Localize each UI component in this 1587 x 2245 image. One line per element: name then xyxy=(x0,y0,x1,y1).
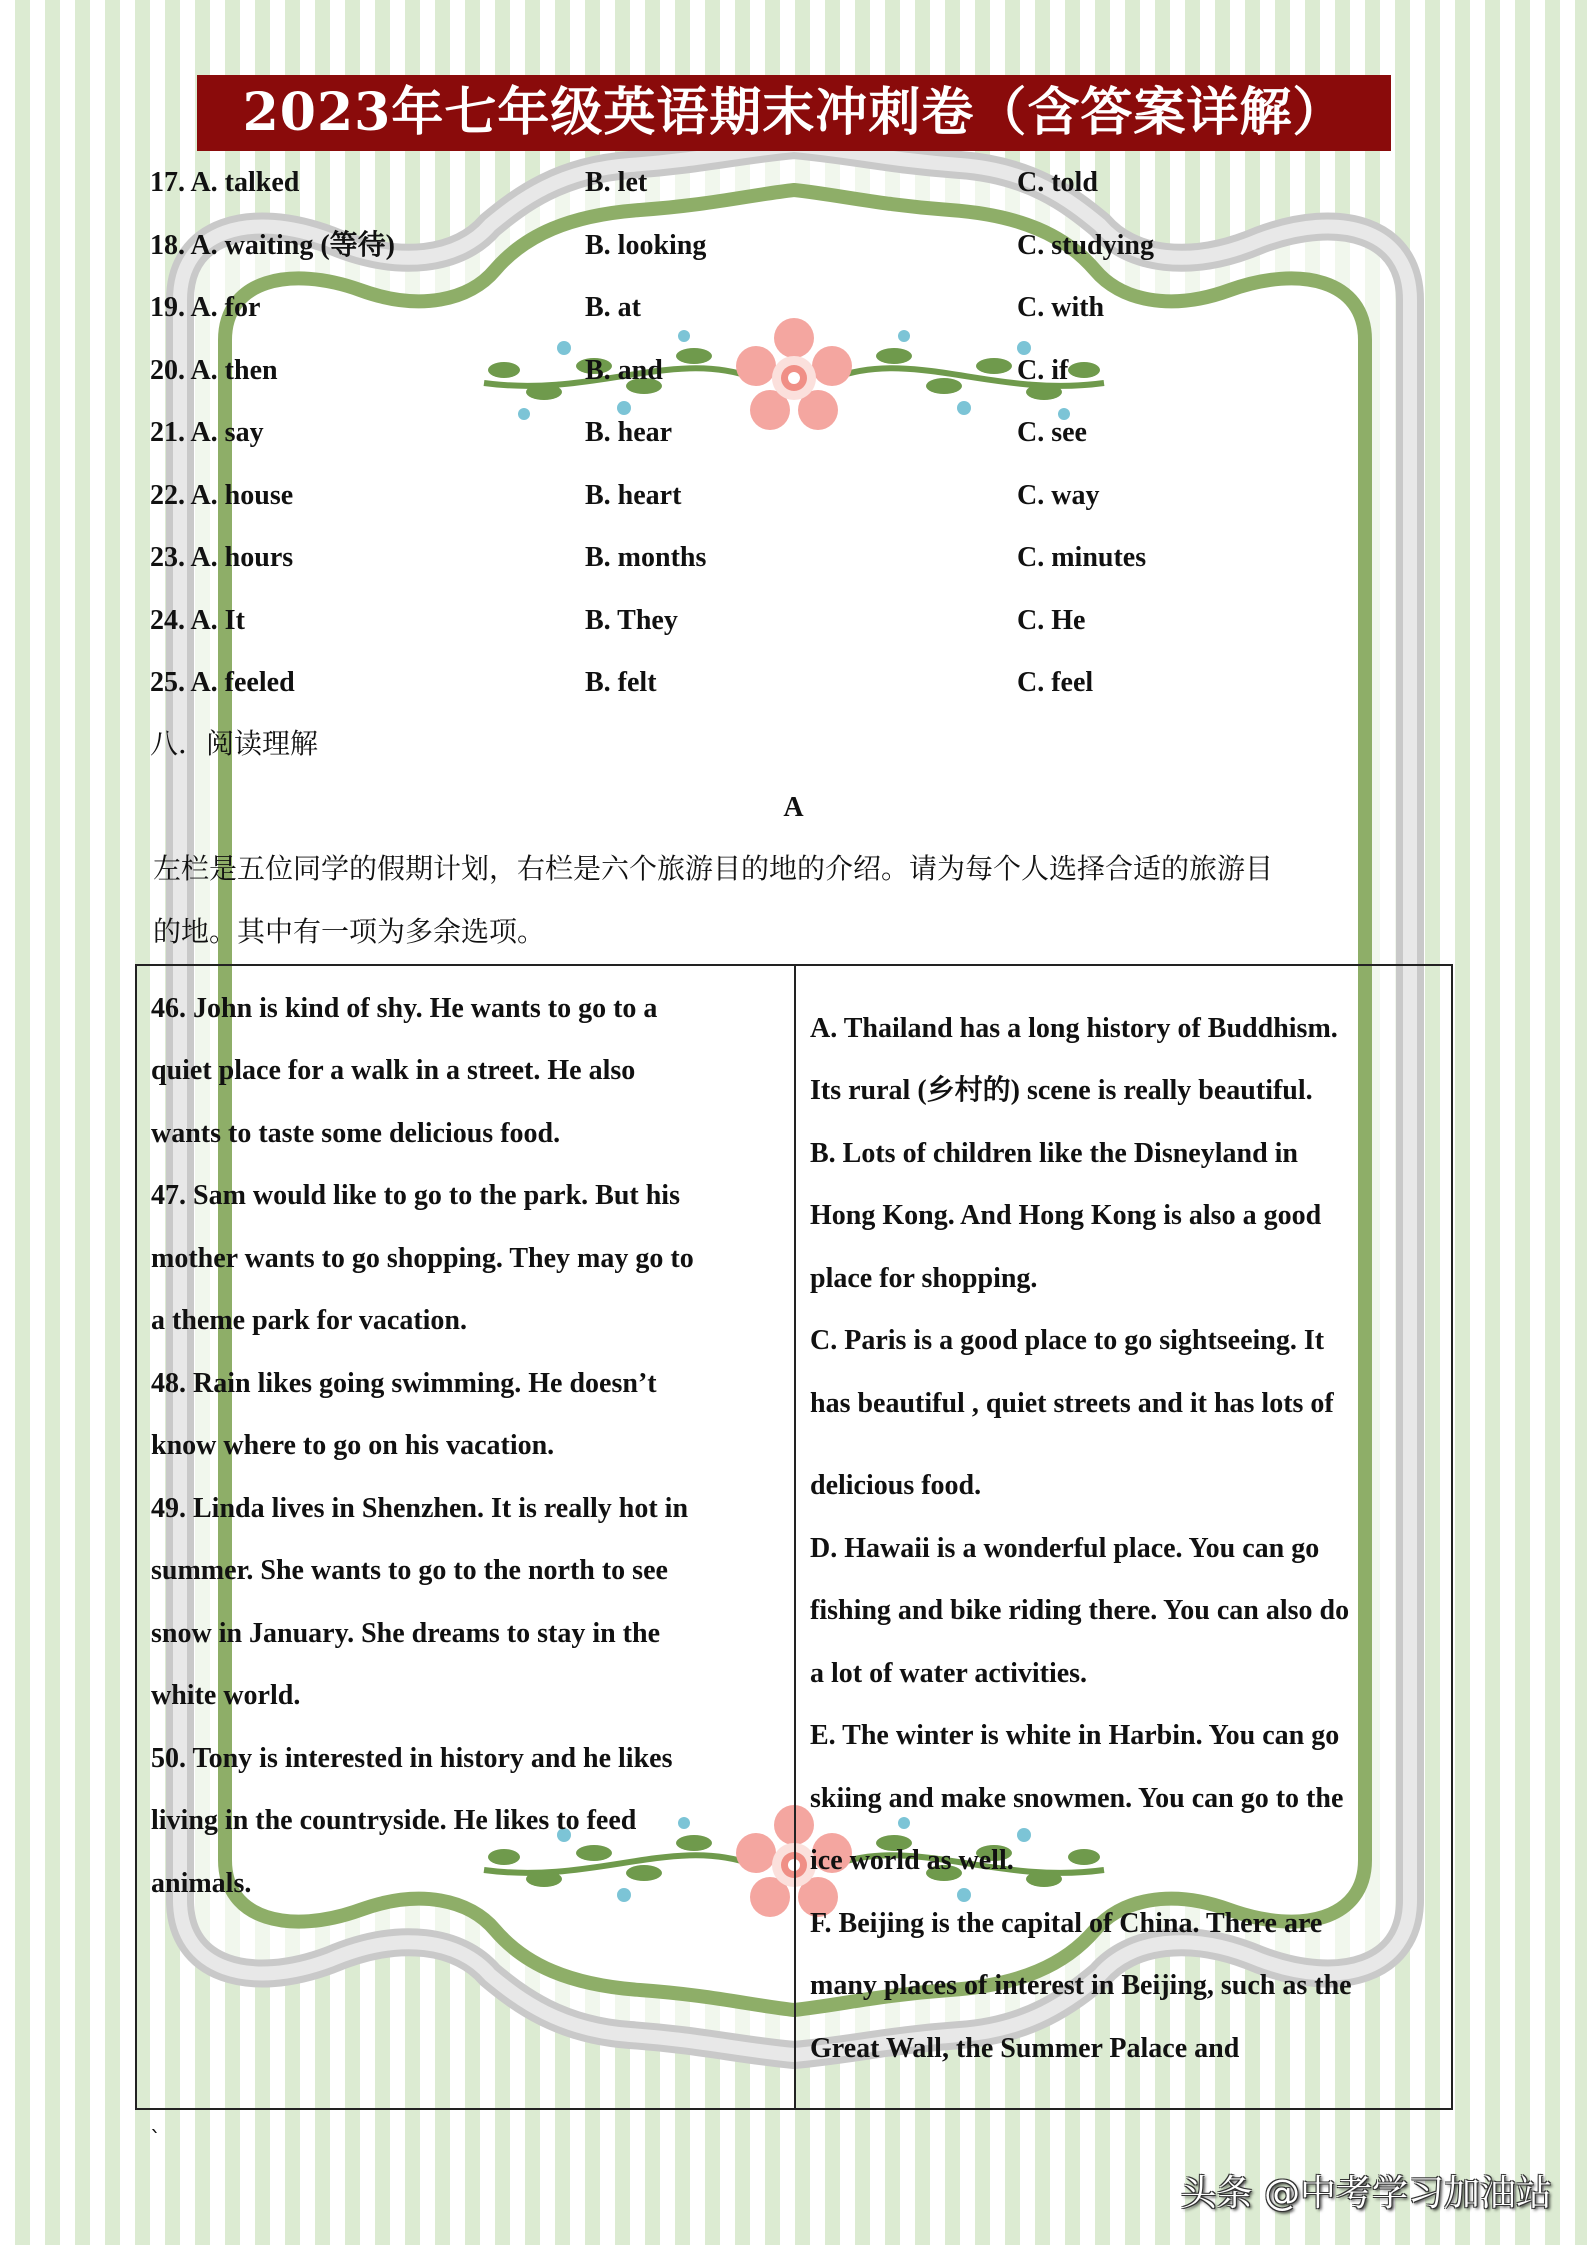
left-line: snow in January. She dreams to stay in the xyxy=(151,1618,661,1649)
section-heading: 八．阅读理解 xyxy=(150,727,319,760)
passage-label: A xyxy=(783,792,804,823)
right-line: many places of interest in Beijing, such as the xyxy=(810,1970,1352,2001)
option-row-23-b: B. months xyxy=(585,542,707,573)
stray-mark: ` xyxy=(150,2128,161,2153)
left-line: wants to taste some delicious food. xyxy=(151,1118,561,1149)
right-line: skiing and make snowmen. You can go to the xyxy=(810,1783,1344,1814)
option-row-18-b: B. looking xyxy=(585,230,707,261)
option-row-20-a: 20. A. then xyxy=(150,355,278,386)
left-line: know where to go on his vacation. xyxy=(151,1430,555,1461)
left-line: 48. Rain likes going swimming. He doesn’t xyxy=(151,1368,657,1399)
left-line: living in the countryside. He likes to feed xyxy=(151,1805,637,1836)
left-line: 49. Linda lives in Shenzhen. It is really hot in xyxy=(151,1493,689,1524)
right-line: E. The winter is white in Harbin. You can go xyxy=(810,1720,1340,1751)
option-row-25-a: 25. A. feeled xyxy=(150,667,295,698)
option-row-23-c: C. minutes xyxy=(1017,542,1147,573)
right-line: B. Lots of children like the Disneyland in xyxy=(810,1138,1299,1169)
option-row-20-c: C. if xyxy=(1017,355,1069,386)
left-line: 50. Tony is interested in history and he likes xyxy=(151,1743,673,1774)
right-line: has beautiful , quiet streets and it has lots of xyxy=(810,1388,1334,1419)
instruction-line-1: 左栏是五位同学的假期计划，右栏是六个旅游目的地的介绍。请为每个人选择合适的旅游目 xyxy=(153,852,1274,885)
right-line: place for shopping. xyxy=(810,1263,1038,1294)
left-line: 47. Sam would like to go to the park. But his xyxy=(151,1180,680,1211)
right-line: ice world as well. xyxy=(810,1845,1014,1876)
left-line: 46. John is kind of shy. He wants to go to a xyxy=(151,993,658,1024)
right-line: F. Beijing is the capital of China. There are xyxy=(810,1908,1323,1939)
left-line: white world. xyxy=(151,1680,301,1711)
option-row-19-b: B. at xyxy=(585,292,641,323)
right-line: Its rural (乡村的) scene is really beautiful. xyxy=(810,1075,1313,1106)
instruction-line-2: 的地。其中有一项为多余选项。 xyxy=(153,915,546,948)
left-line: a theme park for vacation. xyxy=(151,1305,467,1336)
option-row-21-b: B. hear xyxy=(585,417,673,448)
option-row-25-b: B. felt xyxy=(585,667,657,698)
left-line: summer. She wants to go to the north to see xyxy=(151,1555,668,1586)
table-divider xyxy=(794,966,796,2108)
option-row-19-a: 19. A. for xyxy=(150,292,261,323)
option-row-24-a: 24. A. It xyxy=(150,605,245,636)
option-row-17-b: B. let xyxy=(585,167,648,198)
option-row-18-c: C. studying xyxy=(1017,230,1154,261)
right-line: fishing and bike riding there. You can also do xyxy=(810,1595,1350,1626)
option-row-22-a: 22. A. house xyxy=(150,480,294,511)
left-line: animals. xyxy=(151,1868,252,1899)
option-row-25-c: C. feel xyxy=(1017,667,1094,698)
right-line: C. Paris is a good place to go sightseeing. It xyxy=(810,1325,1325,1356)
watermark: 头条 @中考学习加油站 xyxy=(1180,2173,1552,2214)
right-line: D. Hawaii is a wonderful place. You can go xyxy=(810,1533,1320,1564)
right-line: Great Wall, the Summer Palace and xyxy=(810,2033,1240,2064)
option-row-19-c: C. with xyxy=(1017,292,1105,323)
option-row-22-c: C. way xyxy=(1017,480,1100,511)
option-row-24-b: B. They xyxy=(585,605,678,636)
right-line: delicious food. xyxy=(810,1470,982,1501)
right-line: Hong Kong. And Hong Kong is also a good xyxy=(810,1200,1322,1231)
left-line: quiet place for a walk in a street. He also xyxy=(151,1055,636,1086)
option-row-18-a: 18. A. waiting (等待) xyxy=(150,230,396,261)
option-row-23-a: 23. A. hours xyxy=(150,542,294,573)
option-row-21-c: C. see xyxy=(1017,417,1087,448)
option-row-21-a: 21. A. say xyxy=(150,417,264,448)
option-row-17-a: 17. A. talked xyxy=(150,167,300,198)
page-title: 2023年七年级英语期末冲刺卷（含答案详解） xyxy=(197,75,1391,151)
option-row-17-c: C. told xyxy=(1017,167,1098,198)
right-line: a lot of water activities. xyxy=(810,1658,1088,1689)
option-row-22-b: B. heart xyxy=(585,480,682,511)
left-line: mother wants to go shopping. They may go to xyxy=(151,1243,694,1274)
option-row-20-b: B. and xyxy=(585,355,663,386)
right-line: A. Thailand has a long history of Buddhism. xyxy=(810,1013,1338,1044)
option-row-24-c: C. He xyxy=(1017,605,1086,636)
